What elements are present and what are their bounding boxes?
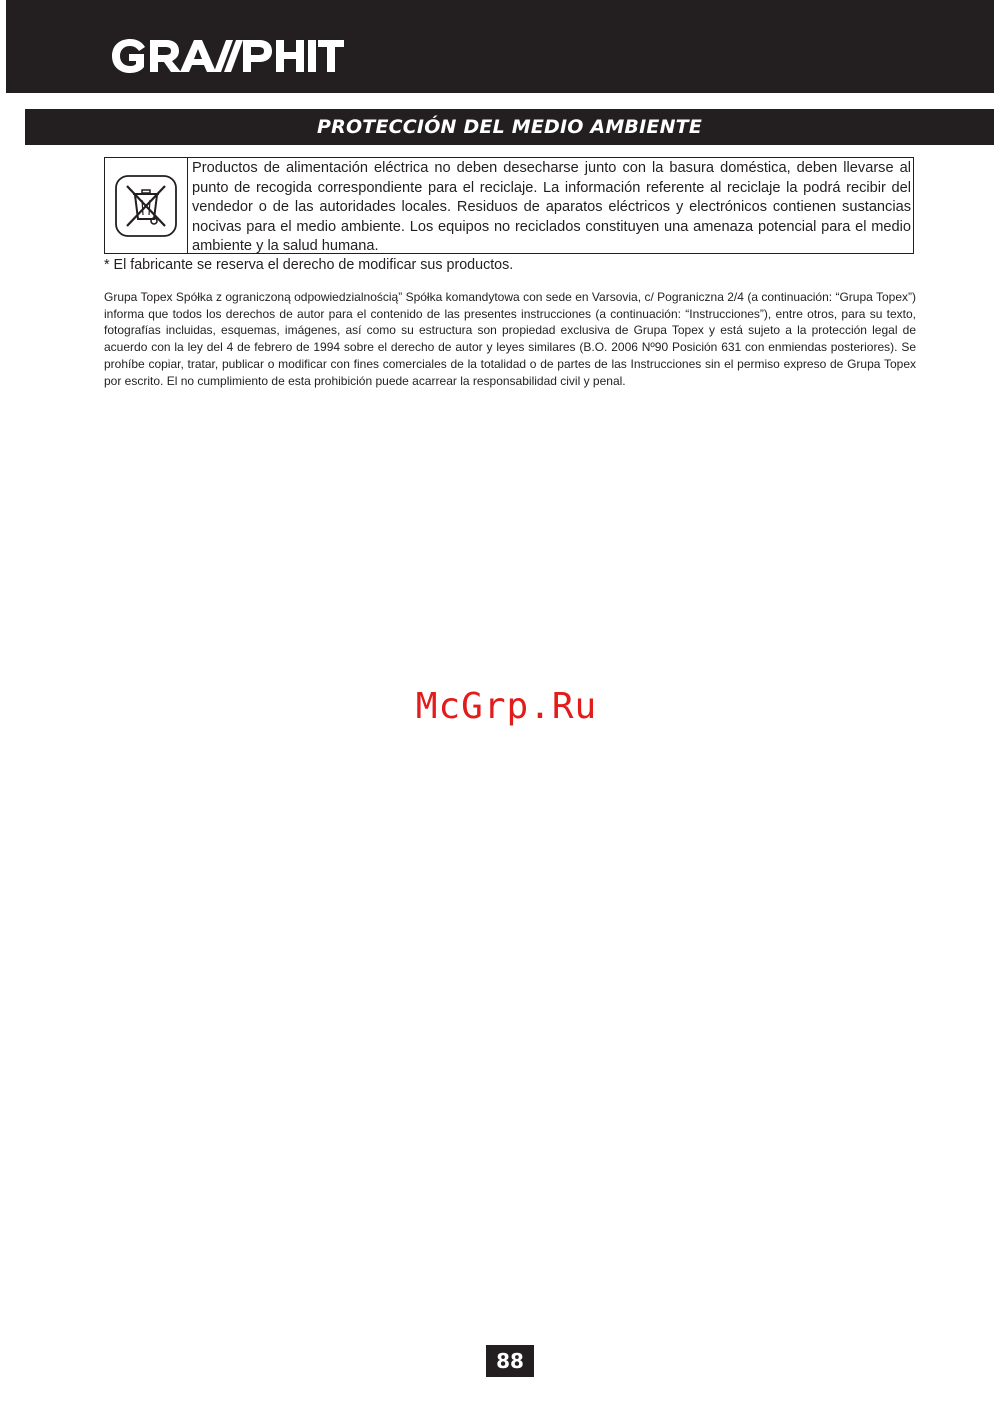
environment-notice: [104, 157, 914, 254]
page-number: 88: [486, 1345, 534, 1377]
header-bar: [6, 0, 994, 93]
copyright-notice: Grupa Topex Spółka z ograniczoną odpowiedzialnością” Spółka komandytowa con sede en Varsovia, c/ Pograniczna 2/4 (a continuación: “Grupa Topex”) informa que todos los derechos de autor para el contenido de las presentes instrucciones (a continuación: “Instrucciones”), entre otros, para su texto, fotografías incluidas, esquemas, imágenes, así como su estructura son propiedad exclusiva de Grupa Topex y está sujeto a la protección legal de acuerdo con la ley del 4 de febrero de 1994 sobre el derecho de autor y leyes similares (B.O. 2006 Nº90 Posición 631 con enmiendas posteriores). Se prohíbe copiar, tratar, publicar o modificar con fines comerciales de la totalidad o de partes de las Instrucciones sin el permiso expreso de Grupa Topex por escrito. El no cumplimiento de esta prohibición puede acarrear la responsabilidad civil y penal.: [104, 290, 916, 388]
notice-text: Productos de alimentación eléctrica no deben desecharse junto con la basura doméstica, deben llevarse al punto de recogida correspondiente para el reciclaje. La información referente al reciclaje la podrá recibir del vendedor o de las autoridades locales. Residuos de aparatos eléctricos y electrónicos contienen sustancias nocivas para el medio ambiente. Los equipos no reciclados constituyen una amenaza potencial para el medio ambiente y la salud humana.: [192, 160, 911, 255]
watermark-text: McGrp.Ru: [415, 686, 598, 727]
crossed-out-wheelie-bin-icon: [114, 174, 178, 238]
section-title-bar: [25, 109, 994, 145]
brand-logo: [110, 34, 346, 78]
section-title: PROTECCIÓN DEL MEDIO AMBIENTE: [316, 116, 703, 138]
graphite-logo: [110, 36, 346, 76]
notice-icon-cell: [105, 158, 188, 253]
manufacturer-footnote: * El fabricante se reserva el derecho de modificar sus productos.: [104, 257, 514, 273]
